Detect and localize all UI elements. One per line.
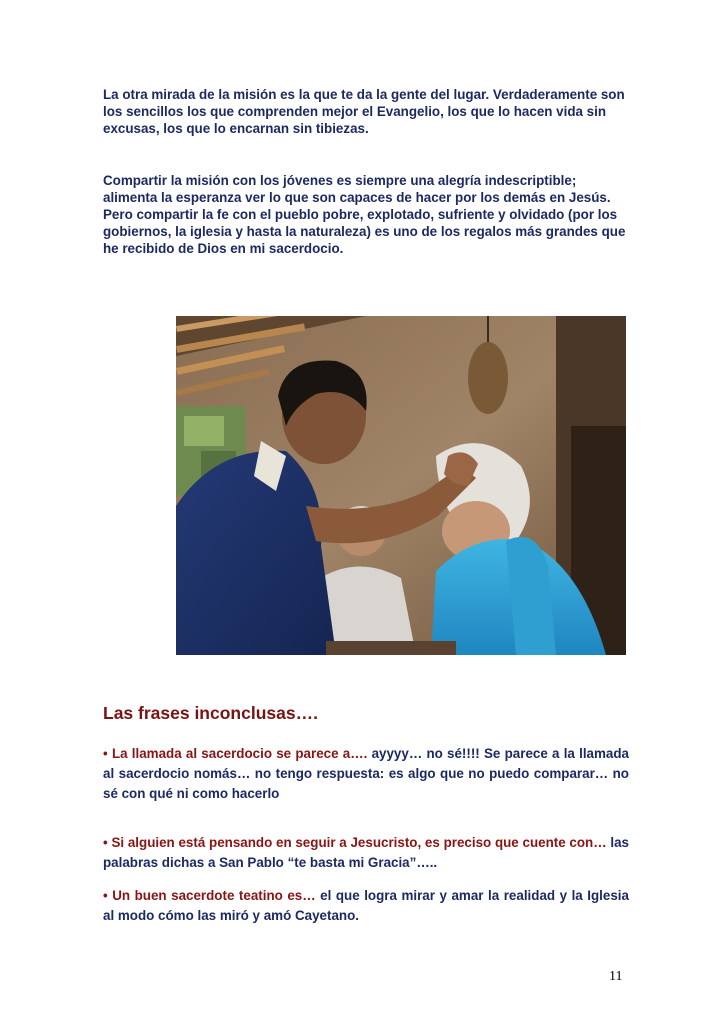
phrase-item (103, 833, 629, 873)
bullet-marker: • (103, 835, 108, 850)
phrase-item (103, 744, 629, 804)
phrase-answer: el que logra mirar y amar la realidad y la Iglesia al modo cómo las miró y amó Cayetano. (103, 888, 629, 923)
phrase-lead: Si alguien está pensando en seguir a Jesucristo, es preciso que cuente con… (111, 835, 607, 850)
section-heading: Las frases inconclusas…. (103, 703, 318, 723)
phrase-lead: Un buen sacerdote teatino es… (112, 888, 316, 903)
phrase-answer: ayyyy… no sé!!!! Se parece a la llamada al sacerdocio nomás… no tengo respuesta: es algo que no puedo comparar… no sé con qué ni como hacerlo (103, 746, 629, 801)
mission-photo (176, 316, 626, 655)
bullet-marker: • (103, 746, 108, 761)
page-number: 11 (609, 969, 623, 984)
phrase-answer: las palabras dichas a San Pablo “te basta mi Gracia”….. (103, 835, 629, 870)
intro-paragraph-1: La otra mirada de la misión es la que te da la gente del lugar. Verdaderamente son los sencillos los que comprenden mejor el Evangelio, los que lo hacen vida sin excusas, los que lo encarnan sin tibiezas. (103, 87, 625, 136)
intro-paragraph-2: Compartir la misión con los jóvenes es siempre una alegría indescriptible; alimenta la esperanza ver lo que son capaces de hacer por los demás en Jesús. Pero compartir la fe con el pueblo pobre, explotado, sufriente y olvidado (por los gobiernos, la iglesia y hasta la naturaleza) es uno de los regalos más grandes que he recibido de Dios en mi sacerdocio. (103, 173, 626, 256)
phrase-lead: La llamada al sacerdocio se parece a…. (111, 746, 368, 761)
phrase-item (103, 886, 629, 926)
bullet-marker: • (103, 888, 108, 903)
